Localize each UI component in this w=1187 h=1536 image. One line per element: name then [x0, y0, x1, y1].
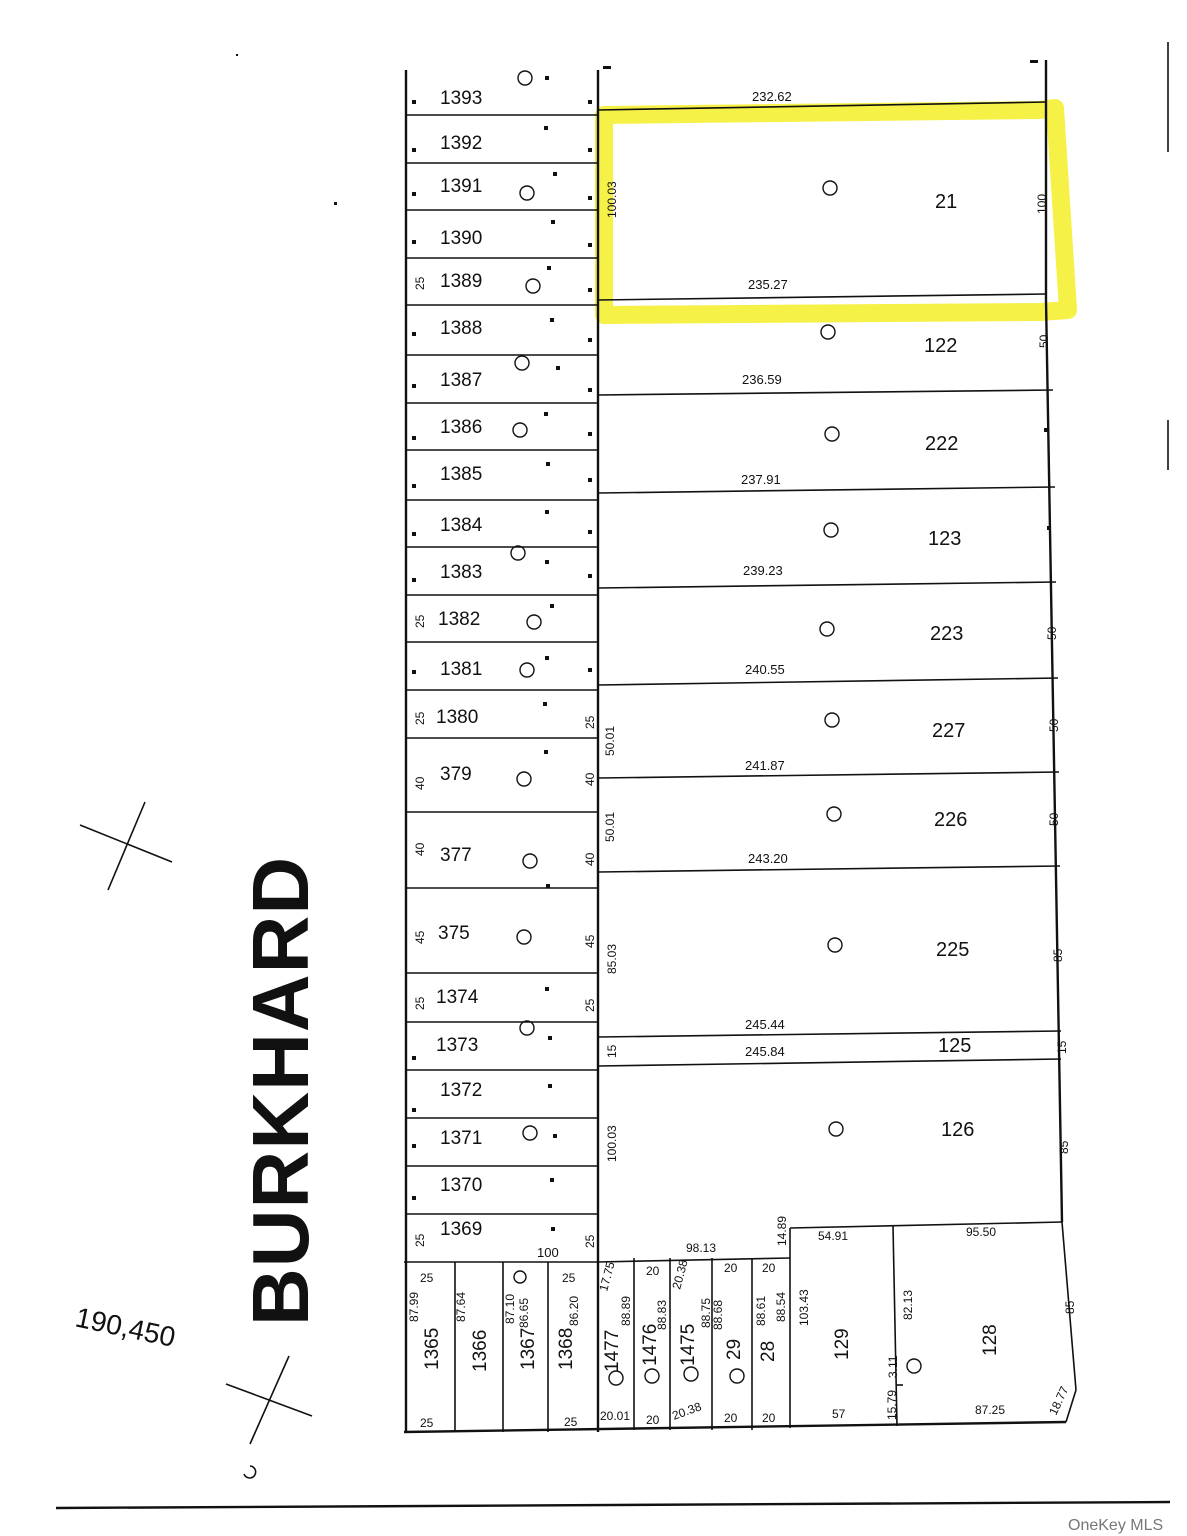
dim-label: 85 [1063, 1300, 1077, 1314]
dim-label: 88.54 [774, 1291, 788, 1322]
dim-label: 15 [1055, 1040, 1069, 1054]
watermark: OneKey MLS [1068, 1517, 1164, 1534]
lot-label: 375 [438, 923, 470, 944]
lot-label: 1371 [440, 1128, 483, 1149]
dim-label: 50.01 [603, 725, 617, 756]
dim-label: 87.25 [975, 1403, 1006, 1417]
lot-label: 128 [980, 1324, 1001, 1356]
dim-label: 25 [420, 1271, 434, 1285]
dim-label: 14.89 [775, 1215, 789, 1246]
dim-label: 15 [605, 1044, 619, 1058]
street-name: BURKHARD [236, 855, 325, 1326]
dim-label: 87.10 [503, 1293, 517, 1324]
dim-label: 239.23 [743, 563, 783, 578]
dim-label: 237.91 [741, 472, 781, 487]
survey-cross-icon [226, 1356, 312, 1444]
lot-label: 379 [440, 764, 472, 785]
dim-label: 98.13 [686, 1241, 717, 1255]
lot-label: 1366 [470, 1329, 491, 1372]
dim-label: 85 [1051, 948, 1065, 962]
lot-label: 1370 [440, 1175, 483, 1196]
lot-label: 226 [934, 809, 968, 831]
dim-label: 25 [413, 996, 427, 1010]
dim-label: 232.62 [752, 89, 792, 104]
lot-label: 1382 [438, 609, 481, 630]
dim-label: 15.79 [885, 1389, 899, 1420]
lot-label: 1386 [440, 417, 483, 438]
dim-label: 236.59 [742, 372, 782, 387]
dim-label: 25 [413, 711, 427, 725]
lot-label: 1381 [440, 659, 483, 680]
lot-label: 1389 [440, 271, 483, 292]
dim-label: 85 [1057, 1140, 1071, 1154]
lot-label: 1385 [440, 464, 483, 485]
dim-label: 25 [413, 276, 427, 290]
lot-label: 1477 [602, 1329, 623, 1372]
dim-label: 3.11 [886, 1355, 900, 1378]
dim-label: 40 [583, 852, 597, 866]
dim-label: 45 [413, 930, 427, 944]
lot-label: 1369 [440, 1219, 483, 1240]
lot-label: 1475 [678, 1323, 699, 1366]
dim-label: 45 [583, 934, 597, 948]
dim-label: 20 [724, 1411, 738, 1425]
dim-label: 100 [537, 1245, 559, 1260]
bottom-lots [407, 1216, 1077, 1430]
lot-label: 1391 [440, 176, 483, 197]
dim-label: 50 [1045, 626, 1059, 640]
dim-label: 82.13 [901, 1289, 915, 1320]
dim-label: 100.03 [605, 181, 619, 218]
lot-label: 377 [440, 845, 472, 866]
lot-label: 1383 [440, 562, 483, 583]
parcel-21-highlight [604, 108, 1068, 315]
dim-label: 25 [420, 1416, 434, 1430]
dim-label: 50 [1047, 718, 1061, 732]
lot-label: 28 [758, 1340, 779, 1362]
lot-label: 1476 [640, 1323, 661, 1366]
parcel-21-label: 21 [935, 191, 958, 213]
dim-label: 50.01 [603, 811, 617, 842]
dim-label: 25 [583, 715, 597, 729]
dim-label: 88.75 [699, 1297, 713, 1328]
dim-label: 20 [646, 1264, 660, 1278]
dim-label: 25 [562, 1271, 576, 1285]
lot-label: 126 [941, 1119, 975, 1141]
lot-label: 29 [724, 1338, 745, 1360]
lot-label: 1374 [436, 987, 479, 1008]
lot-label: 227 [932, 720, 966, 742]
survey-cross-icon [80, 802, 172, 890]
lot-label: 1384 [440, 515, 483, 536]
dim-label: 20 [762, 1411, 776, 1425]
lot-label: 1390 [440, 228, 483, 249]
dim-label: 17.75 [596, 1260, 618, 1293]
lot-label: 123 [928, 528, 962, 550]
partial-mark [244, 1466, 256, 1478]
dim-label: 235.27 [748, 277, 788, 292]
lot-label: 1373 [436, 1035, 479, 1056]
dim-label: 40 [413, 776, 427, 790]
dim-label: 20 [724, 1261, 738, 1275]
lot-label: 222 [925, 433, 959, 455]
dim-label: 25 [583, 998, 597, 1012]
dim-label: 88.83 [655, 1299, 669, 1330]
dim-label: 20 [646, 1413, 660, 1427]
right-parcels [603, 89, 1071, 1162]
lot-label: 1380 [436, 707, 479, 728]
lot-label: 1392 [440, 133, 483, 154]
dim-label: 87.64 [454, 1291, 468, 1322]
lot-label: 223 [930, 623, 964, 645]
dim-label: 240.55 [745, 662, 785, 677]
dim-label: 86.65 [517, 1297, 531, 1328]
dim-label: 100.03 [605, 1125, 619, 1162]
dim-label: 50 [1047, 812, 1061, 826]
dim-label: 25 [564, 1415, 578, 1429]
dim-label: 103.43 [797, 1289, 811, 1326]
dim-label: 85.03 [605, 943, 619, 974]
lot-label: 125 [938, 1035, 972, 1057]
dim-label: 20.38 [669, 1258, 691, 1291]
dim-label: 54.91 [818, 1229, 849, 1243]
dim-label: 95.50 [966, 1225, 997, 1239]
lot-label: 129 [832, 1328, 853, 1360]
dim-label: 86.20 [567, 1295, 581, 1326]
dim-label: 88.89 [619, 1295, 633, 1326]
lot-label: 1367 [518, 1327, 539, 1370]
dim-label: 245.84 [745, 1044, 785, 1059]
dim-label: 243.20 [748, 851, 788, 866]
dim-label: 57 [832, 1407, 846, 1421]
lot-label: 1372 [440, 1080, 483, 1101]
dim-label: 25 [413, 614, 427, 628]
lot-label: 1368 [556, 1327, 577, 1370]
dim-label: 40 [413, 842, 427, 856]
page-bottom-rule [56, 1502, 1170, 1508]
right-parcel-lines [404, 102, 1062, 1432]
dim-label: 50 [1037, 334, 1051, 348]
dim-label: 88.61 [754, 1295, 768, 1326]
dim-label: 245.44 [745, 1017, 785, 1032]
dim-label: 20.38 [670, 1399, 704, 1423]
lot-label: 1387 [440, 370, 483, 391]
dim-label: 25 [413, 1233, 427, 1247]
dim-label: 18.77 [1046, 1384, 1072, 1418]
dim-label: 241.87 [745, 758, 785, 773]
lot-label: 122 [924, 335, 958, 357]
left-lot-numbers [436, 88, 483, 1240]
lot-label: 1388 [440, 318, 483, 339]
dim-label: 87.99 [407, 1291, 421, 1322]
lot-label: 1393 [440, 88, 483, 109]
left-lot-dividers [406, 115, 598, 1214]
lot-label: 1365 [422, 1327, 443, 1370]
dim-label: 20 [762, 1261, 776, 1275]
dim-label: 25 [583, 1234, 597, 1248]
dim-label: 40 [583, 772, 597, 786]
lot-label: 225 [936, 939, 970, 961]
grid-coordinate: 190,450 [72, 1301, 179, 1353]
dim-label: 20.01 [600, 1409, 631, 1423]
dim-label: 88.68 [711, 1299, 725, 1330]
dim-label: 100 [1035, 193, 1049, 214]
